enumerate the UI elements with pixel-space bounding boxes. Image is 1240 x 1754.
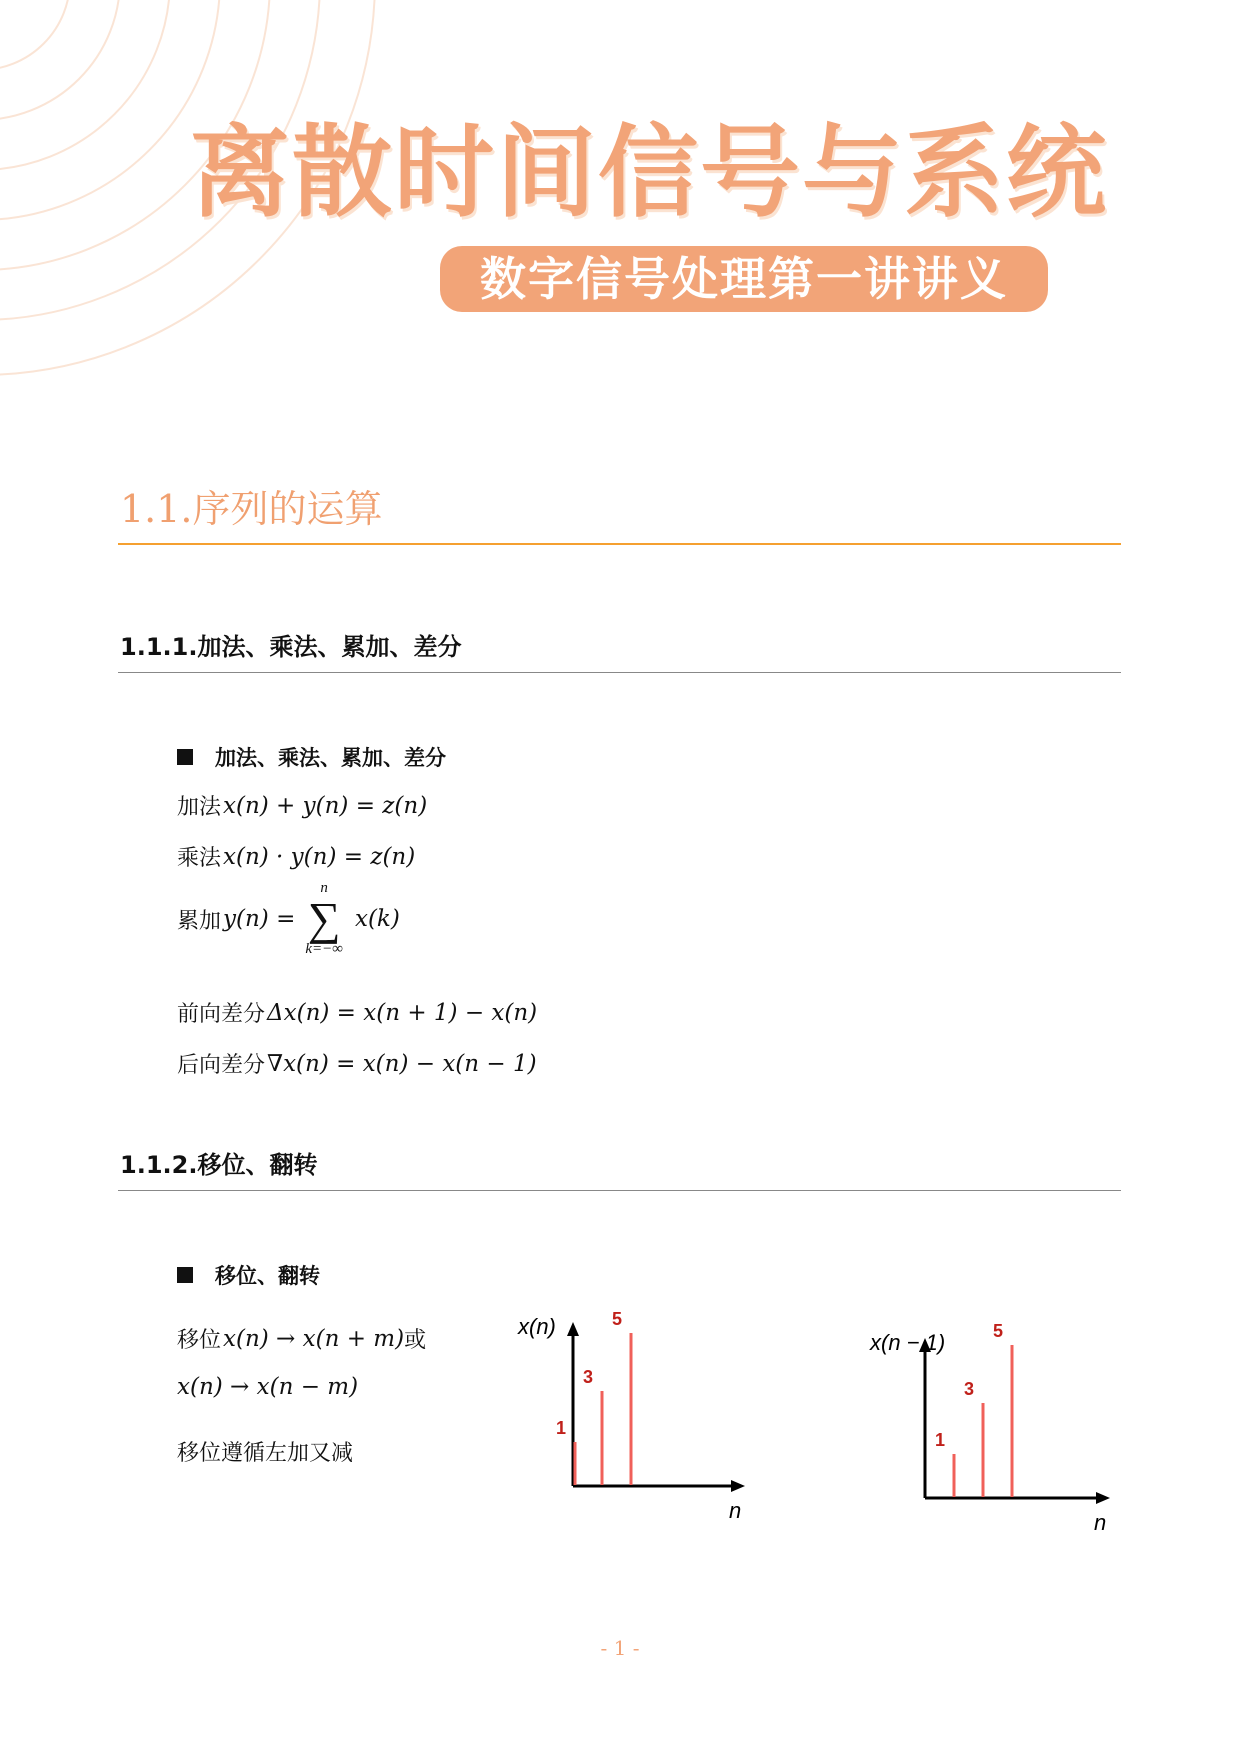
formula: x(n) → x(n + m) bbox=[223, 1325, 405, 1352]
formula-label: 乘法 bbox=[177, 846, 222, 871]
document-title: 离散时间信号与系统 bbox=[190, 113, 1108, 231]
sigma-symbol: ∑ bbox=[307, 893, 341, 944]
shift-line-3 bbox=[177, 1436, 353, 1467]
sum-upper-limit: n bbox=[320, 880, 328, 896]
stem-chart-x-n-minus-1 bbox=[860, 1300, 1140, 1530]
formula-forward-difference bbox=[177, 997, 537, 1028]
subsection-divider-1 bbox=[118, 672, 1121, 673]
formula-label: 加法 bbox=[177, 795, 222, 820]
formula-addition bbox=[177, 790, 427, 821]
formula-multiplication bbox=[177, 841, 415, 872]
formula: x(n) · y(n) = z(n) bbox=[223, 843, 416, 870]
shift-line-1 bbox=[177, 1323, 426, 1354]
bullet-text: 加法、乘法、累加、差分 bbox=[215, 746, 446, 770]
stem-value-label: 3 bbox=[582, 1367, 594, 1387]
formula-label: 移位 bbox=[177, 1328, 222, 1353]
bullet-text: 移位、翻转 bbox=[215, 1264, 320, 1288]
section-divider bbox=[118, 543, 1121, 545]
bullet-heading-2 bbox=[177, 1260, 320, 1290]
sum-lower-limit: k=−∞ bbox=[305, 941, 343, 957]
x-axis-arrow-icon bbox=[1096, 1492, 1110, 1504]
y-axis-label: x(n) bbox=[518, 1314, 556, 1339]
formula-label: 前向差分 bbox=[177, 1002, 266, 1027]
subsection-heading-1: 1.1.1.加法、乘法、累加、差分 bbox=[120, 633, 462, 661]
subsection-divider-2 bbox=[118, 1190, 1121, 1191]
x-axis-label: n bbox=[1094, 1510, 1107, 1530]
formula: x(n) + y(n) = z(n) bbox=[223, 792, 428, 819]
formula-suffix: 或 bbox=[404, 1328, 427, 1353]
formula: y(n) = bbox=[223, 906, 296, 932]
formula: ∇x(n) = x(n) − x(n − 1) bbox=[267, 1050, 537, 1077]
stem-value-label: 3 bbox=[963, 1379, 975, 1399]
stem-chart-x-n bbox=[500, 1300, 780, 1530]
stem-value-label: 5 bbox=[611, 1309, 623, 1329]
subtitle-badge: 数字信号处理第一讲讲义 bbox=[440, 246, 1048, 312]
page-number: - 1 - bbox=[600, 1636, 640, 1660]
x-axis-arrow-icon bbox=[731, 1480, 745, 1492]
stem-value-label: 1 bbox=[934, 1430, 946, 1450]
formula-accumulation bbox=[177, 880, 400, 958]
bullet-square-icon bbox=[177, 1267, 193, 1283]
formula: x(k) bbox=[354, 906, 400, 932]
y-axis-label: x(n − 1) bbox=[870, 1330, 946, 1355]
y-axis-arrow-icon bbox=[567, 1322, 579, 1336]
stem-value-label: 5 bbox=[992, 1321, 1004, 1341]
shift-line-2 bbox=[177, 1374, 358, 1400]
formula-label: 累加 bbox=[177, 908, 222, 934]
formula-label: 后向差分 bbox=[177, 1053, 266, 1078]
summation bbox=[305, 880, 343, 958]
x-axis-label: n bbox=[729, 1498, 742, 1523]
formula-backward-difference bbox=[177, 1048, 537, 1079]
stem-value-label: 1 bbox=[555, 1418, 567, 1438]
bullet-square-icon bbox=[177, 749, 193, 765]
formula: x(n) → x(n − m) bbox=[177, 1374, 359, 1400]
formula: Δx(n) = x(n + 1) − x(n) bbox=[267, 999, 538, 1026]
section-heading: 1.1.序列的运算 bbox=[120, 487, 383, 531]
bullet-heading-1 bbox=[177, 742, 446, 772]
subsection-heading-2: 1.1.2.移位、翻转 bbox=[120, 1151, 318, 1179]
formula-label: 移位遵循左加又减 bbox=[177, 1441, 354, 1466]
